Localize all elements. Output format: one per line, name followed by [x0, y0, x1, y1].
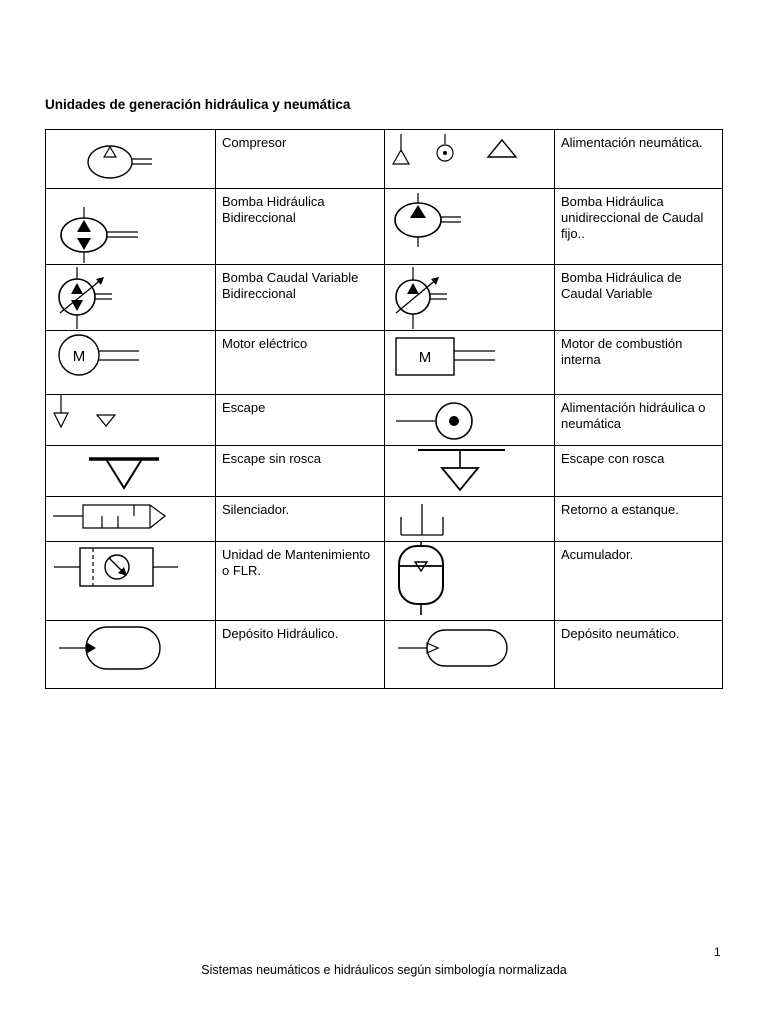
- table-row: [46, 446, 723, 497]
- symbol-label: Silenciador.: [216, 497, 385, 542]
- symbol-cell: [46, 189, 216, 265]
- symbol-cell: [385, 395, 555, 446]
- table-row: [46, 395, 723, 446]
- compressor-icon: [46, 130, 216, 188]
- motor-letter: M: [72, 348, 86, 365]
- variable-bidirectional-pump-icon: [46, 265, 216, 330]
- bidirectional-hydraulic-pump-icon: [46, 189, 216, 264]
- symbol-label: Depósito Hidráulico.: [216, 621, 385, 689]
- symbol-cell: [46, 265, 216, 331]
- symbol-cell: [46, 497, 216, 542]
- table-row: [46, 130, 723, 189]
- page-footer: Sistemas neumáticos e hidráulicos según simbología normalizada: [201, 963, 567, 977]
- symbol-label: Bomba Hidráulica Bidireccional: [216, 189, 385, 265]
- symbol-cell: [46, 395, 216, 446]
- motor-letter: M: [418, 349, 432, 366]
- symbol-cell: [385, 542, 555, 621]
- symbol-cell: [385, 621, 555, 689]
- silencer-icon: [46, 497, 216, 541]
- symbol-label: Unidad de Mantenimiento o FLR.: [216, 542, 385, 621]
- fixed-unidirectional-hydraulic-pump-icon: [385, 189, 555, 264]
- tank-return-icon: [385, 497, 555, 541]
- page-number: 1: [714, 945, 721, 959]
- pneumatic-supply-icon: [385, 130, 555, 188]
- symbol-label: Escape con rosca: [555, 446, 723, 497]
- symbol-cell: [46, 446, 216, 497]
- table-row: [46, 331, 723, 395]
- hydraulic-reservoir-icon: [46, 621, 216, 688]
- symbol-label: Bomba Hidráulica de Caudal Variable: [555, 265, 723, 331]
- table-row: [46, 621, 723, 689]
- symbol-label: Motor eléctrico: [216, 331, 385, 395]
- symbol-cell: [385, 130, 555, 189]
- symbol-cell: [46, 621, 216, 689]
- table-row: [46, 189, 723, 265]
- symbol-label: Bomba Hidráulica unidireccional de Caudal fijo..: [555, 189, 723, 265]
- symbol-cell: [385, 497, 555, 542]
- symbol-cell: [385, 265, 555, 331]
- table-row: [46, 497, 723, 542]
- symbol-label: Escape: [216, 395, 385, 446]
- combustion-engine-icon: [385, 331, 555, 394]
- exhaust-with-thread-icon: [385, 446, 555, 496]
- maintenance-unit-icon: [46, 542, 216, 620]
- symbol-label: Retorno a estanque.: [555, 497, 723, 542]
- symbol-cell: [46, 130, 216, 189]
- exhaust-icon: [46, 395, 216, 445]
- table-row: [46, 265, 723, 331]
- symbol-label: Acumulador.: [555, 542, 723, 621]
- exhaust-without-thread-icon: [46, 446, 216, 496]
- symbol-label: Alimentación neumática.: [555, 130, 723, 189]
- pneumatic-reservoir-icon: [385, 621, 555, 688]
- symbol-cell: [385, 446, 555, 497]
- electric-motor-icon: [46, 331, 216, 394]
- page-heading: Unidades de generación hidráulica y neumática: [45, 97, 351, 112]
- table-row: [46, 542, 723, 621]
- symbol-label: Compresor: [216, 130, 385, 189]
- variable-hydraulic-pump-icon: [385, 265, 555, 330]
- symbol-label: Alimentación hidráulica o neumática: [555, 395, 723, 446]
- symbol-label: Motor de combustión interna: [555, 331, 723, 395]
- symbol-cell: [385, 331, 555, 395]
- symbol-cell: [46, 542, 216, 621]
- accumulator-icon: [385, 542, 555, 620]
- symbol-cell: [385, 189, 555, 265]
- hydraulic-pneumatic-supply-icon: [385, 395, 555, 445]
- symbol-cell: [46, 331, 216, 395]
- symbols-table: [45, 129, 723, 689]
- symbol-label: Bomba Caudal Variable Bidireccional: [216, 265, 385, 331]
- symbol-label: Escape sin rosca: [216, 446, 385, 497]
- symbol-label: Depósito neumático.: [555, 621, 723, 689]
